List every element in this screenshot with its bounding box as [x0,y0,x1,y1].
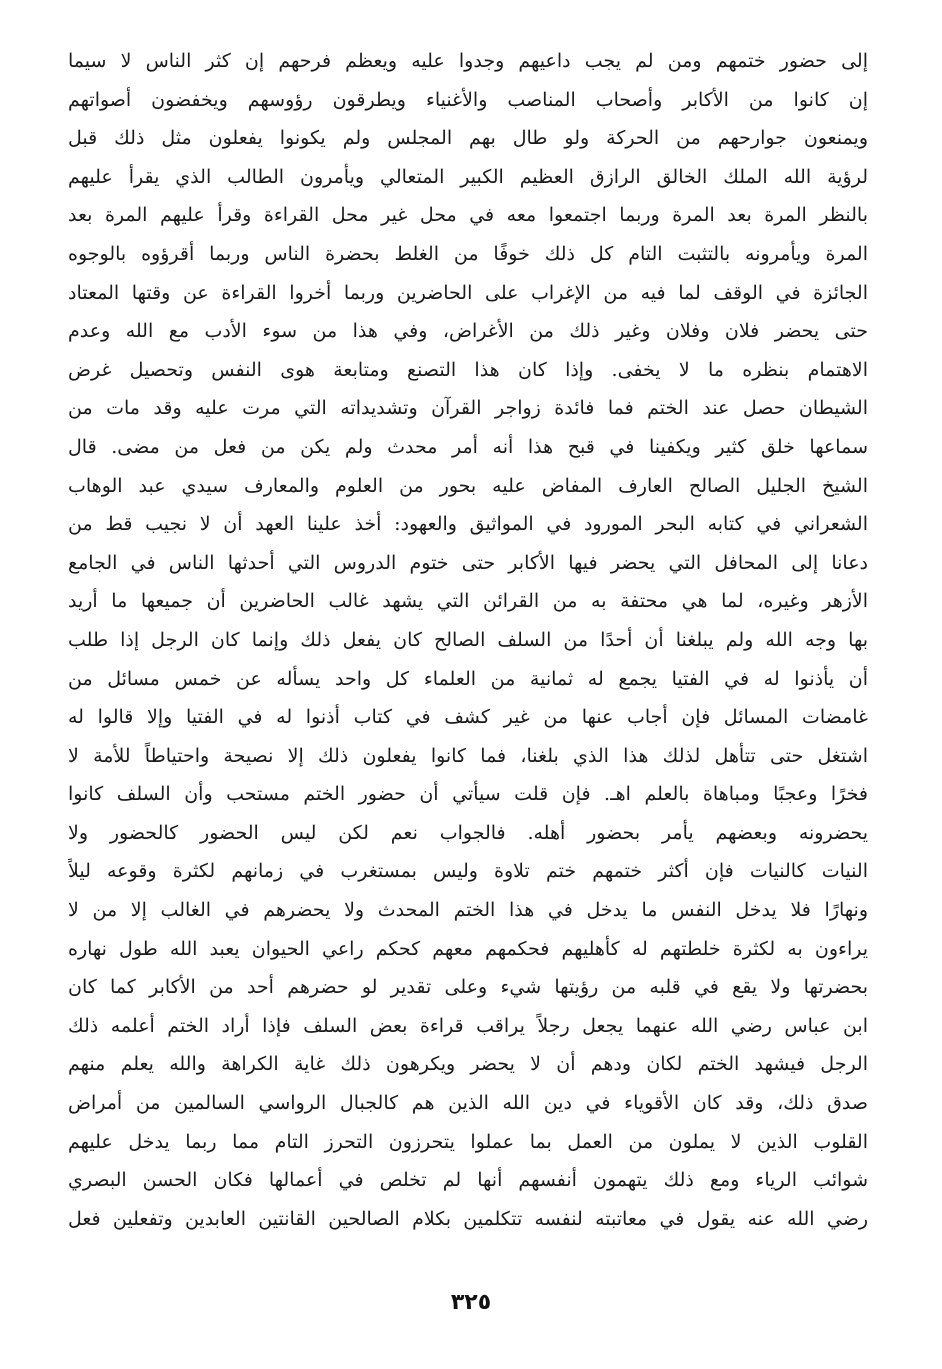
text-line: أن يأذنوا له في الفتيا يجمع له ثمانية من العلماء كل واحد يسأله عن خمس مسائل من [68,667,868,690]
text-line: لرؤية الله الملك الخالق الرازق العظيم الكبير المتعالي ويأمرون الطالب الذي يقرأ عليهم [68,165,868,188]
text-line: دعانا إلى المحافل التي يحضر فيها الأكابر حتى ختوم الدروس التي أحدثها الناس في الجامع [68,551,868,574]
text-line: بحضرتها ولا يقع في قلبه من رؤيتها شيء وعلى تقدير لو حضرهم أحد من الأكابر كما كان [68,976,868,999]
text-line: رضي الله عنه يقول في معاتبته لنفسه تتكلمين بكلام الصالحين القانتين العابدين وتفعلين فعل [68,1207,868,1230]
text-line: النيات كالنيات فإن أكثر ختمهم ختم تلاوة وليس بمستغرب في زمانهم لكثرة وقوعه ليلاً [68,860,868,883]
text-line: إلى حضور ختمهم ومن لم يجب داعيهم وجدوا عليه ويعظم فرحهم إن كثر الناس لا سيما [68,50,868,72]
text-line: بها وجه الله ولم يبلغنا أن أحدًا من السلف الصالح كان يفعل ذلك وإنما كان الرجل إذا طلب [68,628,868,651]
text-line: ابن عباس رضي الله عنهما يجعل رجلاً يراقب قراءة بعض السلف فإذا أراد الختم أعلمه ذلك [68,1014,868,1037]
text-line: صدق ذلك، وقد كان الأقوياء في دين الله الذين هم كالجبال الرواسي السالمين من أمراض [68,1092,868,1115]
text-line: إن كانوا من الأكابر وأصحاب المناصب والأغنياء ويطرقون رؤوسهم ويخفضون أصواتهم [68,88,868,111]
text-line: القلوب الذين لا يملون من العمل بما عملوا يتحرزون التحرز التام مما ربما يدخل عليهم [68,1130,868,1153]
text-line: بالنظر المرة بعد المرة وربما اجتمعوا معه في محل غير محل القراءة وقرأ عليهم المرة بعد [68,204,868,227]
text-line: الشيخ الجليل الصالح العارف المفاض عليه بحور من العلوم والمعارف سيدي عبد الوهاب [68,474,868,497]
text-line: الرجل فيشهد الختم لكان ودهم أن لا يحضر ويكرهون ذلك غاية الكراهة والله يعلم منهم [68,1053,868,1076]
text-line: الأزهر وغيره، لما هي محتفة به من القرائن التي يشهد غالب الحاضرين أن جميعها ما أريد [68,590,868,613]
page-number: ٣٢٥ [450,1290,492,1315]
text-line: ونهارًا فلا يدخل النفس ما يدخل في هذا الختم المحدث ولا يحضرهم في الغالب إلا من لا [68,899,868,922]
text-line: الاهتمام بنظره ما لا يخفى. وإذا كان هذا التصنع ومتابعة هوى النفس وتحصيل غرض [68,358,868,381]
text-line: الجائزة في الوقف لما فيه من الإغراب على الحاضرين وربما أخروا القراءة عن وقتها المعتاد [68,281,868,304]
text-line: يراءون به لكثرة خلطتهم له كأهليهم فحكمهم معهم كحكم راعي الحيوان يعبد الله طول نهاره [68,937,868,960]
body-text [68,42,868,1238]
text-line: الشيطان حصل عند الختم فما فائدة زواجر القرآن وتشديداته التي مرت عليه وقد مات من [68,397,868,420]
text-line: غامضات المسائل فإن أجاب عنها من غير كشف في كتاب أذنوا له في الفتيا وإلا قالوا له [68,706,868,729]
text-line: اشتغل حتى تتأهل لذلك هذا الذي بلغنا، فما كانوا يفعلون ذلك إلا نصيحة واحتياطاً للأمة لا [68,744,868,767]
text-line: ويمنعون جوارحهم من الحركة ولو طال بهم المجلس ولم يكونوا يفعلون مثل ذلك قبل [68,127,868,150]
text-line: الشعراني في كتابه البحر المورود في المواثيق والعهود: أخذ علينا العهد أن لا نجيب قط من [68,513,868,536]
text-line: سماعها خلق كثير ويكفينا في قبح هذا أنه أمر محدث ولم يكن من فعل من مضى. قال [68,435,868,458]
text-line: حتى يحضر فلان وفلان وغير ذلك من الأغراض، وفي هذا من سوء الأدب مع الله وعدم [68,320,868,343]
text-line: فخرًا وعجبًا ومباهاة بالعلم اهـ. فإن قلت سيأتي أن حضور الختم مستحب وأن السلف كانوا [68,783,868,806]
text-line: المرة ويأمرونه بالتثبت التام كل ذلك خوفًا من الغلط بحضرة الناس وربما أقرؤوه بالوجوه [68,242,868,265]
text-line: يحضرونه وبعضهم يأمر بحضور أهله. فالجواب نعم لكن ليس الحضور كالحضور ولا [68,821,868,844]
text-line: شوائب الرياء ومع ذلك يتهمون أنفسهم أنها لم تخلص في أعمالها فكان الحسن البصري [68,1169,868,1192]
